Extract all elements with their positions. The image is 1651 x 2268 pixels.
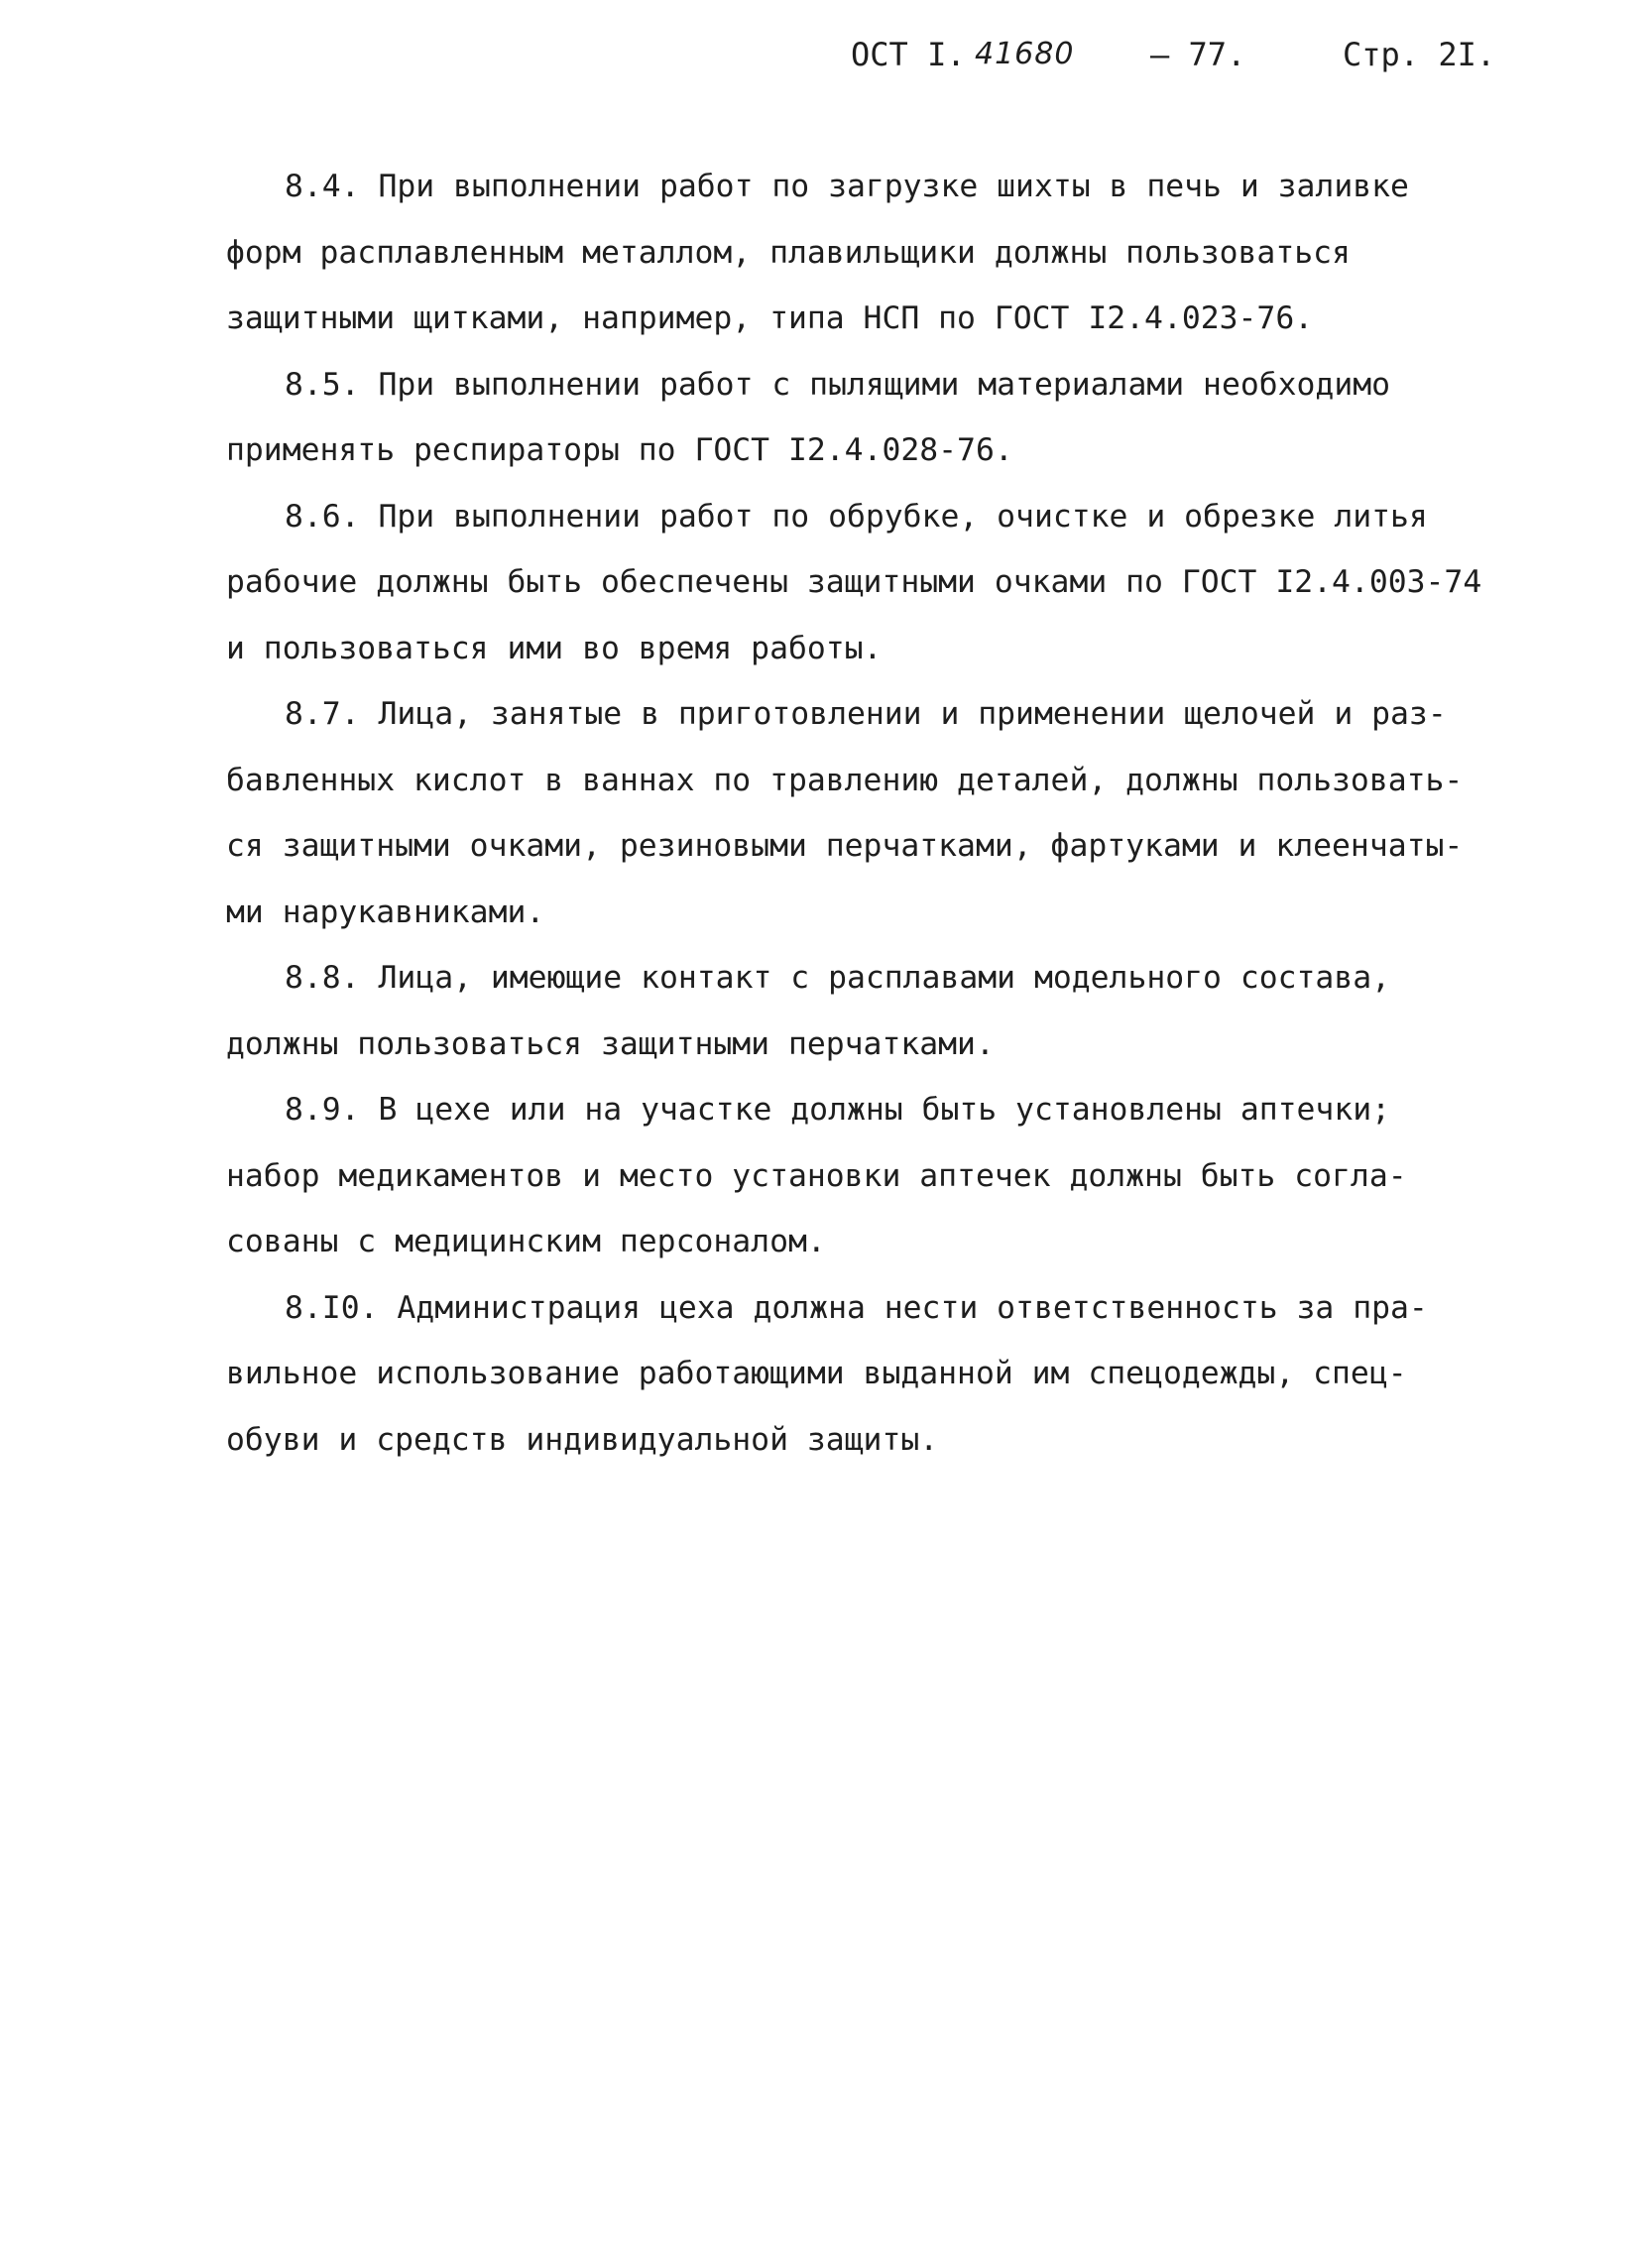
paragraph-line: ся защитными очками, резиновыми перчатками, фартуками и клеенчаты- — [226, 828, 1464, 864]
paragraph-8-6 — [226, 484, 1585, 682]
paragraph-line: бавленных кислот в ваннах по травлению деталей, должны пользовать- — [226, 762, 1464, 798]
paragraph-line: должны пользоваться защитными перчатками. — [226, 1025, 995, 1062]
paragraph-line: обуви и средств индивидуальной защиты. — [226, 1421, 939, 1458]
paragraph-8-7 — [226, 681, 1585, 945]
paragraph-line: рабочие должны быть обеспечены защитными очками по ГОСТ I2.4.003-74 — [226, 564, 1482, 600]
paragraph-line: набор медикаментов и место установки аптечек должны быть согла- — [226, 1157, 1407, 1194]
paragraph-line: применять респираторы по ГОСТ I2.4.028-76. — [226, 432, 1013, 468]
standard-number-handwritten: 41680 — [975, 37, 1075, 71]
paragraph-line: защитными щитками, например, типа НСП по ГОСТ I2.4.023-76. — [226, 300, 1314, 336]
standard-year: – 77. — [1150, 36, 1246, 73]
paragraph-line: сованы с медицинским персоналом. — [226, 1224, 826, 1259]
paragraph-line: 8.8. Лица, имеющие контакт с расплавами модельного состава, — [285, 960, 1391, 996]
paragraph-8-8 — [226, 945, 1585, 1077]
standard-designation: ОСТ I. — [851, 36, 966, 73]
paragraph-line: ми нарукавниками. — [226, 894, 545, 930]
paragraph-line: вильное использование работающими выданной им спецодежды, спец- — [226, 1356, 1407, 1391]
page-number: Стр. 2I. — [1343, 36, 1496, 73]
paragraph-line: 8.6. При выполнении работ по обрубке, очистке и обрезке литья — [285, 498, 1428, 535]
paragraph-8-9 — [226, 1077, 1585, 1275]
paragraph-line: и пользоваться ими во время работы. — [226, 630, 883, 666]
paragraph-8-10 — [226, 1275, 1585, 1474]
paragraph-line: 8.7. Лица, занятые в приготовлении и применении щелочей и раз- — [285, 696, 1447, 732]
document-body — [226, 154, 1585, 1473]
paragraph-line: 8.5. При выполнении работ с пылящими материалами необходимо — [285, 366, 1391, 403]
paragraph-line: форм расплавленным металлом, плавильщики должны пользоваться — [226, 234, 1351, 271]
paragraph-8-5 — [226, 352, 1585, 484]
paragraph-8-4 — [226, 154, 1585, 352]
paragraph-line: 8.I0. Администрация цеха должна нести ответственность за пра- — [285, 1289, 1428, 1326]
paragraph-line: 8.4. При выполнении работ по загрузке шихты в печь и заливке — [285, 169, 1409, 204]
paragraph-line: 8.9. В цехе или на участке должны быть установлены аптечки; — [285, 1092, 1391, 1128]
